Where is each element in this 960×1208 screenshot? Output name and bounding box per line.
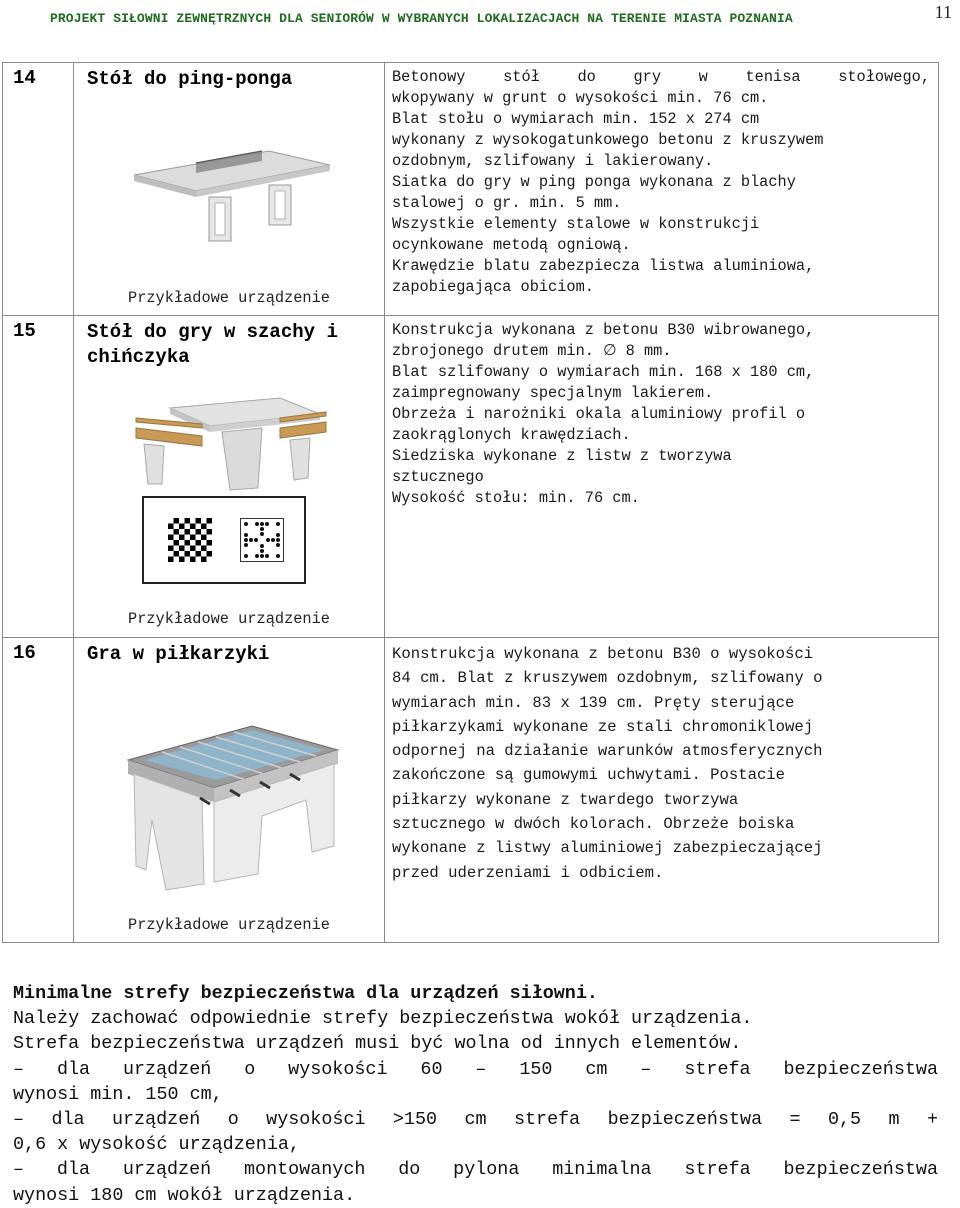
description-line: Wysokość stołu: min. 76 cm.	[392, 489, 640, 507]
table-row	[3, 316, 939, 638]
description-line: zbrojonego drutem min. ∅ 8 mm.	[392, 342, 672, 360]
description-line: wykonany z wysokogatunkowego betonu z kruszywem	[392, 131, 824, 149]
item-name-cell	[74, 316, 385, 638]
description-line: odpornej na działanie warunków atmosferycznych	[392, 742, 823, 761]
ludo-board-icon	[240, 518, 284, 562]
item-number: 16	[3, 638, 74, 943]
description-line: ozdobnym, szlifowany i lakierowany.	[392, 152, 714, 170]
description-line: Obrzeża i narożniki okala aluminiowy profil o	[392, 405, 806, 423]
section-heading: Minimalne strefy bezpieczeństwa dla urządzeń siłowni.	[13, 983, 598, 1004]
item-number: 14	[3, 63, 74, 316]
description-line: Siatka do gry w ping ponga wykonana z blachy	[392, 173, 796, 191]
page-number: 11	[934, 2, 952, 22]
description-line: Krawędzie blatu zabezpiecza listwa aluminiowa,	[392, 257, 815, 275]
table-row	[3, 63, 939, 316]
description-line: wkopywany w grunt o wysokości min. 76 cm.	[392, 89, 769, 107]
item-description	[385, 638, 939, 943]
chessboard-icon	[168, 518, 212, 562]
item-name	[74, 316, 384, 370]
item-description	[385, 316, 939, 638]
description-line: zaokrąglonych krawędziach.	[392, 426, 631, 444]
paragraph-line: wynosi min. 150 cm,	[13, 1083, 223, 1105]
item-name: Gra w piłkarzyki	[87, 643, 270, 665]
foosball-table-icon	[102, 670, 370, 910]
description-line: zaimpregnowany specjalnym lakierem.	[392, 384, 714, 402]
description-line: ocynkowane metodą ogniową.	[392, 236, 631, 254]
paragraph-line: – dla urządzeń o wysokości >150 cm strefa bezpieczeństwa = 0,5 m +	[13, 1109, 938, 1131]
equipment-table	[2, 62, 939, 943]
chess-table-icon	[130, 388, 330, 498]
paragraph-line: Należy zachować odpowiednie strefy bezpieczeństwa wokół urządzenia.	[13, 1008, 753, 1030]
item-description	[385, 63, 939, 316]
game-boards-panel	[142, 496, 306, 584]
description-line: Siedziska wykonane z listw z tworzywa	[392, 447, 732, 465]
description-line: sztucznego	[392, 468, 484, 486]
description-line: Konstrukcja wykonana z betonu B30 wibrowanego,	[392, 321, 815, 339]
description-line: piłkarzykami wykonane ze stali chromoniklowej	[392, 717, 814, 736]
paragraph-line: – dla urządzeń montowanych do pylona minimalna strefa bezpieczeństwa	[13, 1159, 938, 1181]
description-line: Wszystkie elementy stalowe w konstrukcji	[392, 215, 760, 233]
description-line: Konstrukcja wykonana z betonu B30 o wysokości	[392, 645, 814, 663]
description-line: zapobiegająca obiciom.	[392, 278, 594, 296]
table-row	[3, 638, 939, 943]
item-caption: Przykładowe urządzenie	[128, 289, 330, 307]
item-name-cell	[74, 63, 385, 316]
item-number: 15	[3, 316, 74, 638]
description-line: Blat stołu o wymiarach min. 152 x 274 cm	[392, 110, 760, 128]
description-line: sztucznego w dwóch kolorach. Obrzeże boiska	[392, 815, 795, 834]
description-line: wykonane z listwy aluminiowej zabezpieczającej	[392, 839, 823, 858]
description-line: wymiarach min. 83 x 139 cm. Pręty sterujące	[392, 693, 795, 712]
item-name-line: chińczyka	[87, 346, 190, 368]
document-header: PROJEKT SIŁOWNI ZEWNĘTRZNYCH DLA SENIORÓW W WYBRANYCH LOKALIZACJACH NA TERENIE MIASTA POZNANIA	[50, 11, 793, 26]
description-line: Betonowy stół do gry w tenisa stołowego,	[392, 68, 930, 86]
description-line: zakończone są gumowymi uchwytami. Postacie	[392, 766, 786, 785]
item-name-line: Stół do gry w szachy i	[87, 321, 338, 343]
paragraph-line: 0,6 x wysokość urządzenia,	[13, 1134, 300, 1156]
description-line: 84 cm. Blat z kruszywem ozdobnym, szlifowany o	[392, 669, 823, 688]
paragraph-line: – dla urządzeń o wysokości 60 – 150 cm – strefa bezpieczeństwa	[13, 1058, 938, 1080]
safety-zones-section	[13, 981, 938, 1208]
description-line: stalowej o gr. min. 5 mm.	[392, 194, 622, 212]
item-name: Stół do ping-ponga	[87, 68, 293, 90]
item-name-cell	[74, 638, 385, 943]
paragraph-line: wynosi 180 cm wokół urządzenia.	[13, 1184, 356, 1206]
description-line: przed uderzeniami i odbiciem.	[392, 863, 664, 882]
item-caption: Przykładowe urządzenie	[128, 916, 330, 934]
item-caption: Przykładowe urządzenie	[128, 610, 330, 628]
ping-pong-table-icon	[134, 145, 334, 245]
description-line: Blat szlifowany o wymiarach min. 168 x 180 cm,	[392, 363, 815, 381]
description-line: piłkarzy wykonane z twardego tworzywa	[392, 790, 739, 809]
paragraph-line: Strefa bezpieczeństwa urządzeń musi być wolna od innych elementów.	[13, 1033, 742, 1055]
